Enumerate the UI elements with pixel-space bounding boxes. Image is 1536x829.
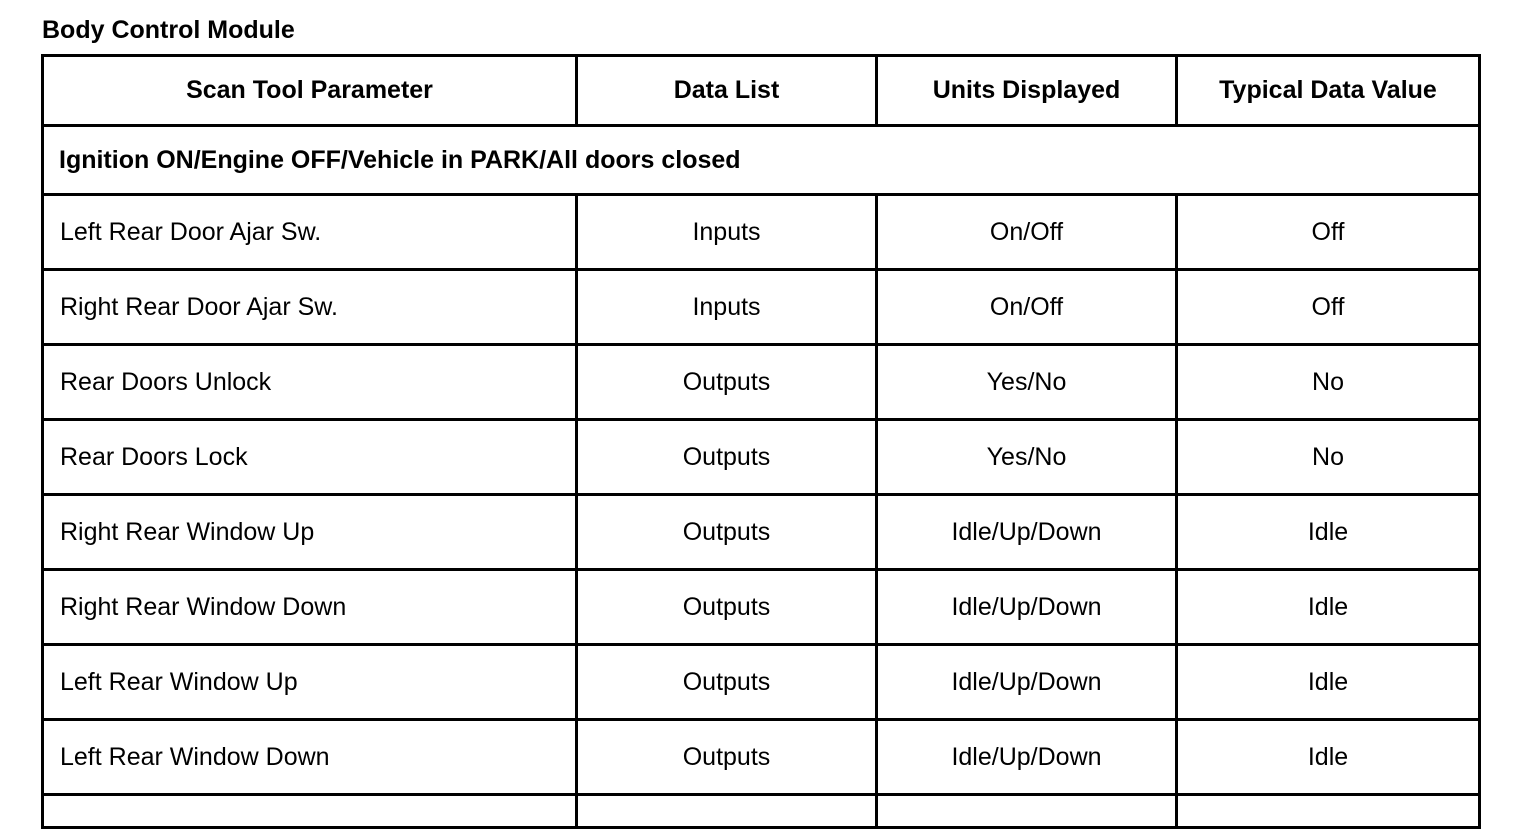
table-row <box>43 570 1480 645</box>
typical-value-cell: Off <box>1177 270 1480 345</box>
data-list-cell: Outputs <box>577 420 877 495</box>
units-cell: Yes/No <box>877 345 1177 420</box>
data-list-cell: Outputs <box>577 570 877 645</box>
data-list-cell: Outputs <box>577 495 877 570</box>
typical-value-cell: Idle <box>1177 495 1480 570</box>
typical-value-cell: No <box>1177 345 1480 420</box>
section-label: Ignition ON/Engine OFF/Vehicle in PARK/All doors closed <box>43 126 1480 195</box>
parameter-cell: Left Rear Window Down <box>43 720 577 795</box>
units-cell: Idle/Up/Down <box>877 720 1177 795</box>
table-row <box>43 270 1480 345</box>
table-row <box>43 420 1480 495</box>
header-typical-data-value: Typical Data Value <box>1177 56 1480 126</box>
table-row <box>43 645 1480 720</box>
table-row <box>43 495 1480 570</box>
units-cell: Idle/Up/Down <box>877 645 1177 720</box>
units-cell: Yes/No <box>877 420 1177 495</box>
data-list-cell: Outputs <box>577 345 877 420</box>
units-cell: Idle/Up/Down <box>877 495 1177 570</box>
parameter-cell: Left Rear Door Ajar Sw. <box>43 195 577 270</box>
table-row <box>43 720 1480 795</box>
header-data-list: Data List <box>577 56 877 126</box>
page-title: Body Control Module <box>42 16 295 44</box>
parameter-cell: Rear Doors Lock <box>43 420 577 495</box>
table-header-row <box>43 56 1480 126</box>
parameter-cell: Right Rear Door Ajar Sw. <box>43 270 577 345</box>
units-cell <box>877 795 1177 828</box>
typical-value-cell: Off <box>1177 195 1480 270</box>
parameter-cell <box>43 795 577 828</box>
data-list-cell: Inputs <box>577 195 877 270</box>
typical-value-cell <box>1177 795 1480 828</box>
data-list-cell: Inputs <box>577 270 877 345</box>
data-list-cell: Outputs <box>577 645 877 720</box>
header-units-displayed: Units Displayed <box>877 56 1177 126</box>
scan-tool-data-table <box>41 54 1481 829</box>
typical-value-cell: No <box>1177 420 1480 495</box>
units-cell: On/Off <box>877 270 1177 345</box>
table-row-cut-off <box>43 795 1480 828</box>
table-row <box>43 195 1480 270</box>
units-cell: Idle/Up/Down <box>877 570 1177 645</box>
parameter-cell: Rear Doors Unlock <box>43 345 577 420</box>
parameter-cell: Right Rear Window Down <box>43 570 577 645</box>
header-scan-tool-parameter: Scan Tool Parameter <box>43 56 577 126</box>
table-row <box>43 345 1480 420</box>
typical-value-cell: Idle <box>1177 720 1480 795</box>
data-list-cell: Outputs <box>577 720 877 795</box>
parameter-cell: Right Rear Window Up <box>43 495 577 570</box>
typical-value-cell: Idle <box>1177 570 1480 645</box>
section-row <box>43 126 1480 195</box>
typical-value-cell: Idle <box>1177 645 1480 720</box>
data-list-cell <box>577 795 877 828</box>
parameter-cell: Left Rear Window Up <box>43 645 577 720</box>
units-cell: On/Off <box>877 195 1177 270</box>
